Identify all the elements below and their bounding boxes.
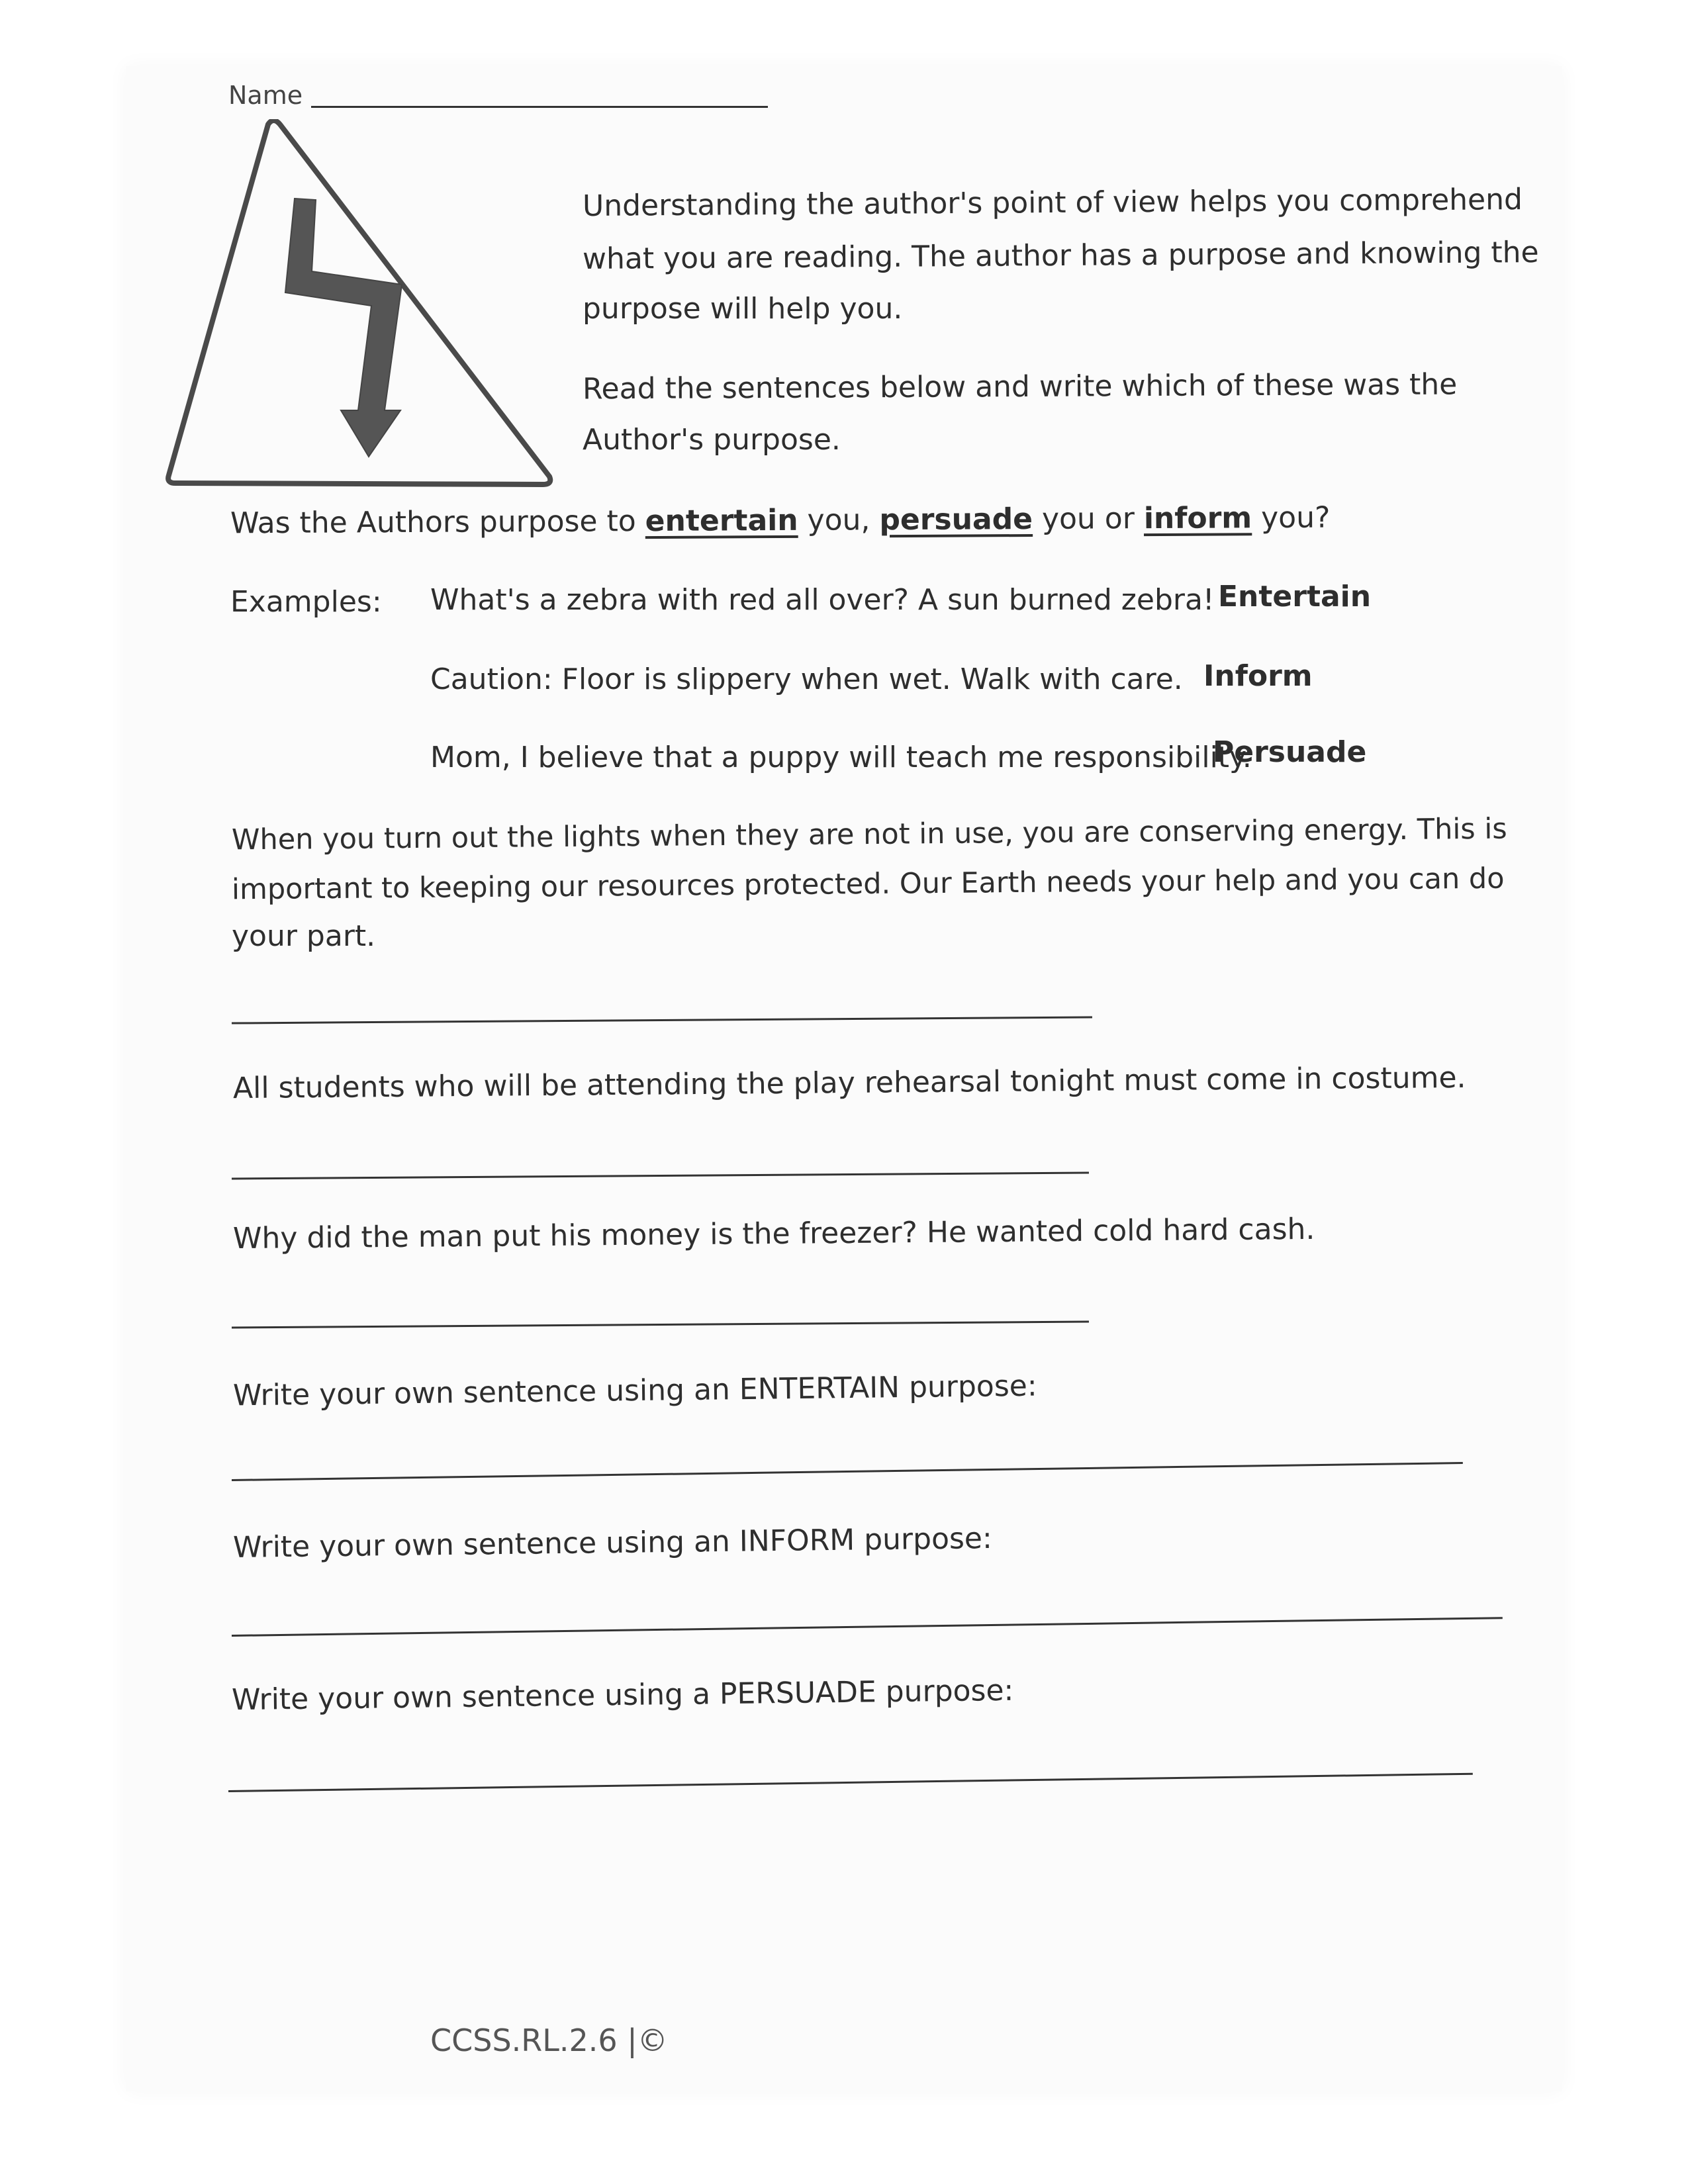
option-inform: inform bbox=[1143, 501, 1252, 536]
question-suffix: you? bbox=[1261, 500, 1331, 535]
option-entertain: entertain bbox=[645, 503, 798, 539]
purpose-question bbox=[230, 500, 1331, 541]
lightning-warning-icon bbox=[162, 119, 559, 490]
question-prefix: Was the Authors purpose to bbox=[230, 504, 636, 541]
name-label: Name bbox=[228, 81, 303, 110]
intro-line-3: purpose will help you. bbox=[583, 292, 903, 326]
example-sentence-3: Mom, I believe that a puppy will teach me responsibility. bbox=[430, 741, 1252, 774]
examples-label: Examples: bbox=[230, 585, 382, 619]
question-mid-1: you, bbox=[807, 503, 870, 537]
example-answer-3: Persuade bbox=[1213, 735, 1367, 769]
question-mid-2: you or bbox=[1041, 502, 1135, 536]
item-1-line-3: your part. bbox=[232, 919, 376, 953]
item-4-text: Write your own sentence using an ENTERTAIN purpose: bbox=[232, 1369, 1037, 1413]
example-sentence-1: What's a zebra with red all over? A sun burned zebra! bbox=[430, 583, 1215, 617]
item-5-text: Write your own sentence using an INFORM purpose: bbox=[232, 1521, 993, 1565]
example-answer-2: Inform bbox=[1203, 659, 1313, 693]
item-6-text: Write your own sentence using a PERSUADE purpose: bbox=[231, 1673, 1014, 1717]
instruction-line-1: Read the sentences below and write which of these was the bbox=[582, 367, 1458, 406]
footer-standard-code: CCSS.RL.2.6 |© bbox=[430, 2023, 668, 2058]
item-1-line-2: important to keeping our resources protected. Our Earth needs your help and you can do bbox=[231, 862, 1505, 907]
example-sentence-2: Caution: Floor is slippery when wet. Walk with care. bbox=[430, 662, 1183, 696]
example-answer-1: Entertain bbox=[1218, 580, 1372, 614]
item-1-line-1: When you turn out the lights when they are not in use, you are conserving energy. This is bbox=[231, 812, 1507, 857]
name-field[interactable] bbox=[311, 106, 768, 108]
intro-line-1: Understanding the author's point of view helps you comprehend bbox=[582, 183, 1523, 223]
item-3-text: Why did the man put his money is the freezer? He wanted cold hard cash. bbox=[232, 1212, 1315, 1256]
intro-line-2: what you are reading. The author has a purpose and knowing the bbox=[582, 235, 1539, 277]
option-persuade: persuade bbox=[879, 502, 1033, 537]
item-2-text: All students who will be attending the play rehearsal tonight must come in costume. bbox=[232, 1060, 1466, 1106]
instruction-line-2: Author's purpose. bbox=[583, 423, 841, 457]
